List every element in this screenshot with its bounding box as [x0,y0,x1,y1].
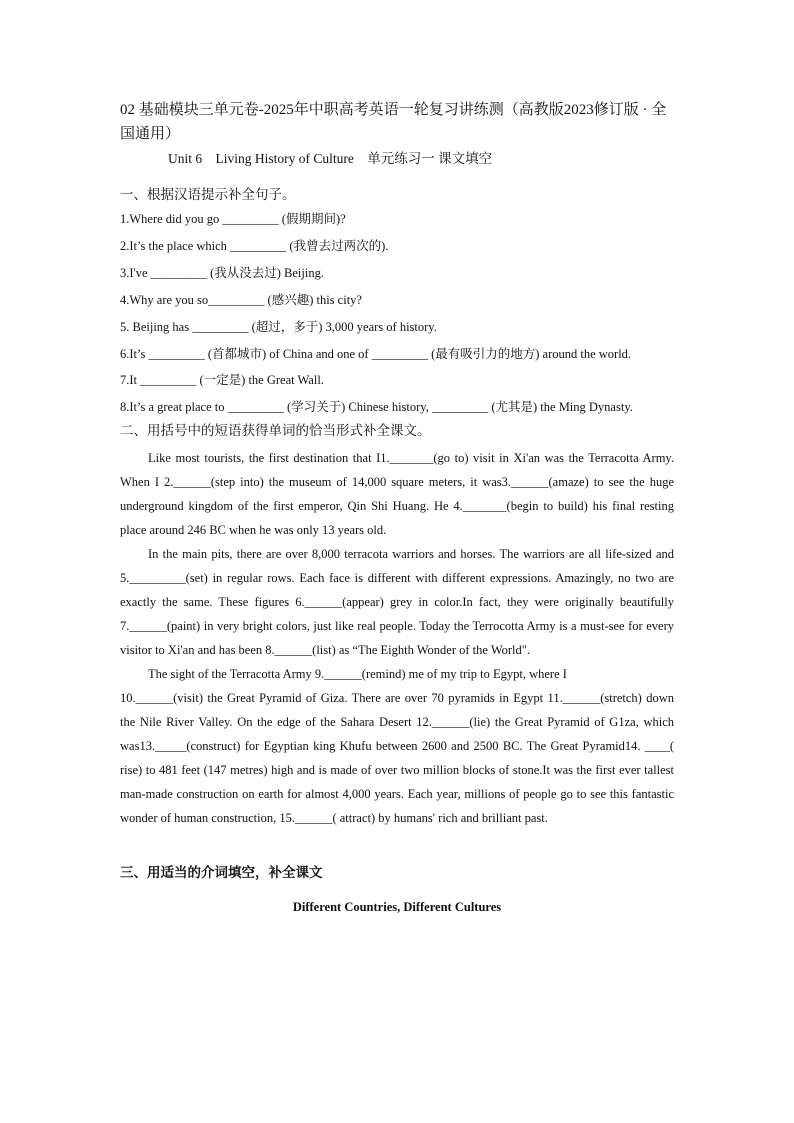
document-subtitle [168,148,674,170]
document-page [120,98,674,918]
sentence-item: 6.It’s _________ (首都城市) of China and one of _________ (最有吸引力的地方) around the world. [120,347,632,361]
sentence-item: 7.It _________ (一定是) the Great Wall. [120,373,324,387]
sentence-item: 8.It’s a great place to _________ (学习关于) Chinese history, _________ (尤其是) the Ming Dynasty. [120,400,633,414]
sentence-item: 3.I've _________ (我从没去过) Beijing. [120,266,324,280]
unit-number: Unit 6 [168,151,203,166]
section3-heading: 三、用适当的介词填空，补全课文 [120,865,323,880]
document-title: 02 基础模块三单元卷-2025年中职高考英语一轮复习讲练测（高教版2023修订版 · 全国通用） [120,102,667,142]
sentence-item: 4.Why are you so_________ (感兴趣) this city? [120,293,362,307]
passage-paragraph: 10.______(visit) the Great Pyramid of Giza. There are over 70 pyramids in Egypt 11.______(stretch) down the Nile River Valley. On the edge of the Sahara Desert 12.______(lie) the Great Pyramid of G1za, which was13._____(construct) for Egyptian king Khufu between 2600 and 2500 BC. The Great Pyramid14. ____( rise) to 481 feet (147 metres) high and is made of over two million blocks of stone.It was the first ever tallest man-made construction on earth for almost 4,000 years. Each year, millions of people go to see this fantastic wonder of human construction, 15.______( attract) by humans' rich and brilliant past. [120,691,674,825]
section1-heading: 一、根据汉语提示补全句子。 [120,187,296,202]
exercise-type: 单元练习一 课文填空 [367,151,493,166]
passage-paragraph: In the main pits, there are over 8,000 terracota warriors and horses. The warriors are all life-sized and 5._________(set) in regular rows. Each face is different with different expressions. Amazingly, no two are exactly the same. These figures 6.______(appear) grey in color.In fact, they were originally beautifully 7.______(paint) in very bright colors, just like real people. Today the Terrocotta Army is a must-see for every visitor to Xi'an and has been 8.______(list) as “The Eighth Wonder of the World". [120,547,674,657]
section2-heading: 二、用括号中的短语获得单词的恰当形式补全课文。 [120,423,431,438]
passage-paragraph: The sight of the Terracotta Army 9.______(remind) me of my trip to Egypt, where I [148,667,567,681]
passage-paragraph: Like most tourists, the first destination that I1._______(go to) visit in Xi'an was the Terracotta Army. When I 2.______(step into) the museum of 14,000 square meters, it was3.______(amaze) to see the huge underground kingdom of the first emperor, Qin Shi Huang. He 4._______(begin to build) his final resting place around 246 BC when he was only 13 years old. [120,451,674,537]
sentence-item: 2.It’s the place which _________ (我曾去过两次的). [120,239,389,253]
sentence-item: 5. Beijing has _________ (超过，多于) 3,000 years of history. [120,320,437,334]
sentence-item: 1.Where did you go _________ (假期期间)? [120,212,346,226]
passage-title: Different Countries, Different Cultures [292,900,502,914]
unit-name: Living History of Culture [215,151,354,166]
